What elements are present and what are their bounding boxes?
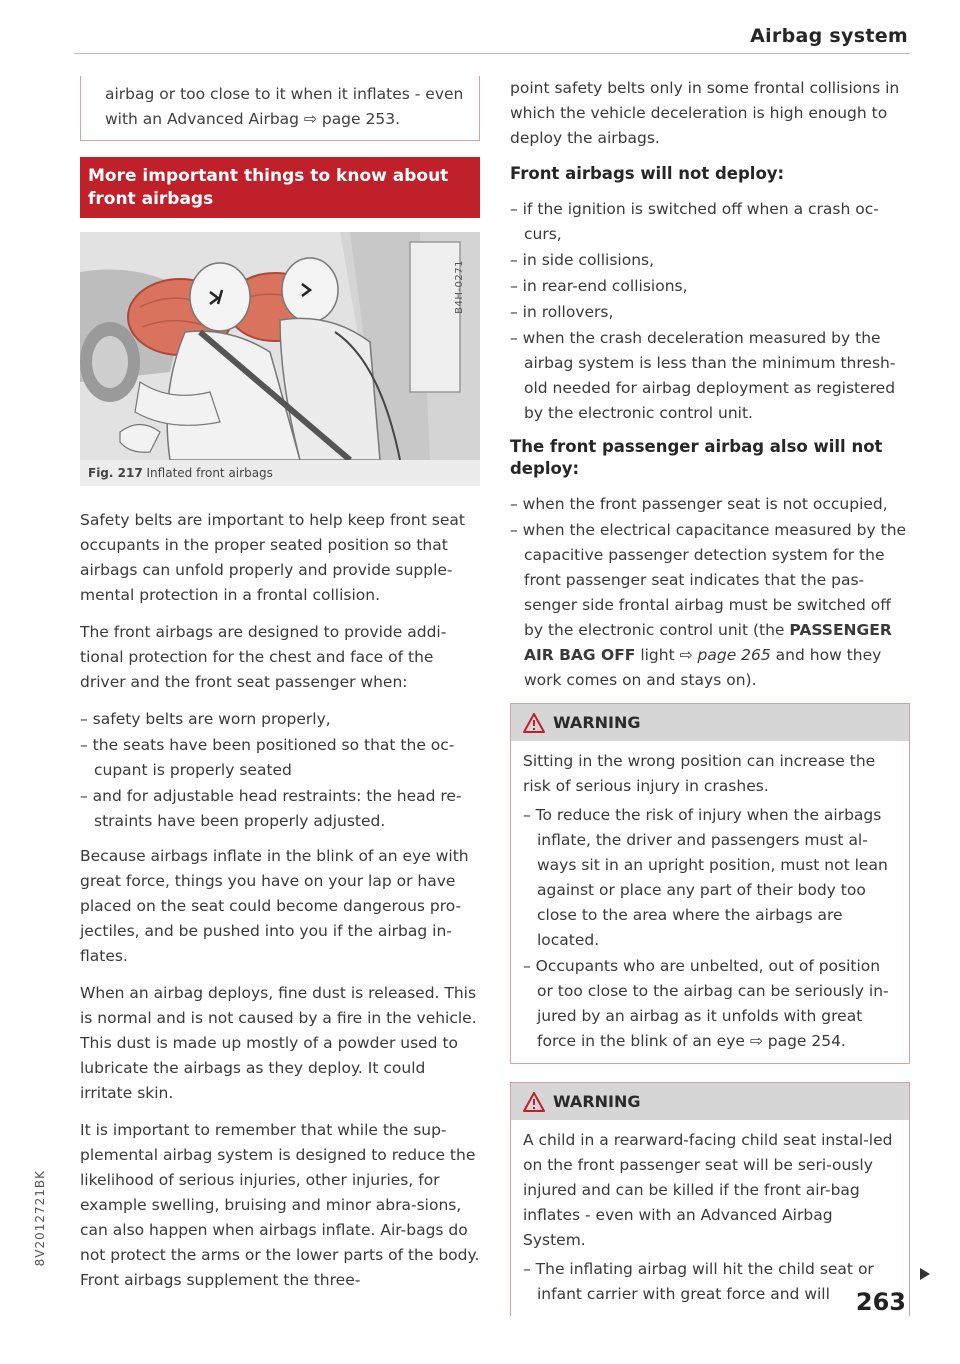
indicator-name: PASSENGER AIR BAG OFF (524, 621, 892, 664)
conditions-list (80, 707, 480, 834)
warning-body (511, 741, 909, 1063)
section-title: More important things to know about front airbags (80, 157, 480, 218)
list-item-text: and how they work comes on and stays on). (524, 646, 882, 689)
continued-warning-box (80, 76, 480, 141)
subheading-passenger-not-deploy: The front passenger airbag also will not deploy: (510, 437, 883, 478)
airbag-illustration (80, 232, 480, 460)
list-item: – and for adjustable head restraints: the head re-straints have been properly adjusted. (80, 787, 462, 830)
figure-code: B4H-0271 (454, 260, 465, 314)
page-number: 263 (855, 1288, 906, 1316)
paragraph: The front airbags are designed to provide addi-tional protection for the chest and face of the driver and the front seat passenger when: (80, 623, 447, 691)
warning-triangle-icon (523, 1092, 545, 1112)
list-item: – the seats have been positioned so that the oc-cupant is properly seated (80, 736, 455, 779)
left-column (80, 76, 480, 1305)
list-item: – Occupants who are unbelted, out of position or too close to the airbag can be seriously in-jured by an airbag as it unfolds with great force in the blink of an eye ⇨ page 254. (523, 957, 889, 1050)
warning-text: A child in a rearward-facing child seat instal-led on the front passenger seat will be seri-ously injured and can be killed if the front air-bag inflates - even with an Advanced Airbag System. (523, 1131, 893, 1249)
warning-list (523, 1257, 897, 1307)
warning-body (511, 1120, 909, 1316)
list-item-text: – when the electrical capacitance measured by the capacitive passenger detection system for the front passenger seat indicates that the pas-senger side frontal airbag must be switched off by the electronic control unit (the (510, 521, 907, 639)
document-code: 8V2012721BK (33, 1170, 47, 1267)
paragraph: Safety belts are important to help keep front seat occupants in the proper seated position so that airbags can unfold properly and provide supple-mental protection in a frontal collision. (80, 511, 465, 604)
paragraph: When an airbag deploys, fine dust is released. This is normal and is not caused by a fire in the vehicle. This dust is made up mostly of a powder used to lubricate the airbags as they deploy. It could irritate skin. (80, 984, 477, 1102)
figure-inflated-airbags (80, 232, 480, 460)
running-header-title: Airbag system (750, 25, 908, 47)
figure-caption (80, 460, 480, 486)
list-item: – if the ignition is switched off when a crash oc-curs, (510, 200, 879, 243)
warning-title: WARNING (553, 713, 641, 732)
list-item: – in rollovers, (510, 303, 614, 321)
paragraph: It is important to remember that while the sup-plemental airbag system is designed to reduce the likelihood of serious injuries, other injuries, for example swelling, bruising and minor abra-sions, can also happen when airbags inflate. Air-bags do not protect the arms or the lower parts of the body. Front airbags supplement the three- (80, 1121, 480, 1289)
warning-triangle-icon (523, 713, 545, 733)
warning-header (511, 704, 909, 741)
list-item: – when the crash deceleration measured by the airbag system is less than the minimum thresh-old needed for airbag deployment as registered by the electronic control unit. (510, 329, 896, 422)
list-item: – when the front passenger seat is not occupied, (510, 495, 888, 513)
paragraph: point safety belts only in some frontal collisions in which the vehicle deceleration is high enough to deploy the airbags. (510, 79, 900, 147)
subheading-not-deploy: Front airbags will not deploy: (510, 164, 785, 183)
list-item-text: light ⇨ (635, 646, 698, 664)
list-item: – The inflating airbag will hit the child seat or infant carrier with great force and will (523, 1260, 874, 1303)
not-deploy-list (510, 197, 910, 426)
list-item: – safety belts are worn properly, (80, 710, 331, 728)
figure-label: Fig. 217 (88, 466, 143, 480)
list-item: – in side collisions, (510, 251, 655, 269)
list-item (510, 518, 910, 693)
passenger-not-deploy-list (510, 492, 910, 693)
list-item: – To reduce the risk of injury when the airbags inflate, the driver and passengers must al-ways sit in an upright position, must not lean against or place any part of their body too close to the area where the airbags are located. (523, 806, 888, 949)
paragraph: Because airbags inflate in the blink of an eye with great force, things you have on your lap or have placed on the seat could become dangerous pro-jectiles, and be pushed into you if the airbag in-flates. (80, 847, 469, 965)
list-item: – in rear-end collisions, (510, 277, 688, 295)
right-column (510, 76, 910, 1334)
warning-box (510, 1082, 910, 1316)
warning-list (523, 803, 897, 1054)
page-reference-link[interactable]: page 265 (697, 646, 771, 664)
warning-header (511, 1083, 909, 1120)
warning-box (510, 703, 910, 1064)
continued-warning-text: airbag or too close to it when it inflates - even with an Advanced Airbag ⇨ page 253. (105, 85, 464, 128)
continue-arrow-icon (920, 1268, 930, 1280)
header-rule (74, 53, 910, 54)
warning-title: WARNING (553, 1092, 641, 1111)
figure-caption-text: Inflated front airbags (146, 466, 273, 480)
warning-text: Sitting in the wrong position can increase the risk of serious injury in crashes. (523, 752, 876, 795)
